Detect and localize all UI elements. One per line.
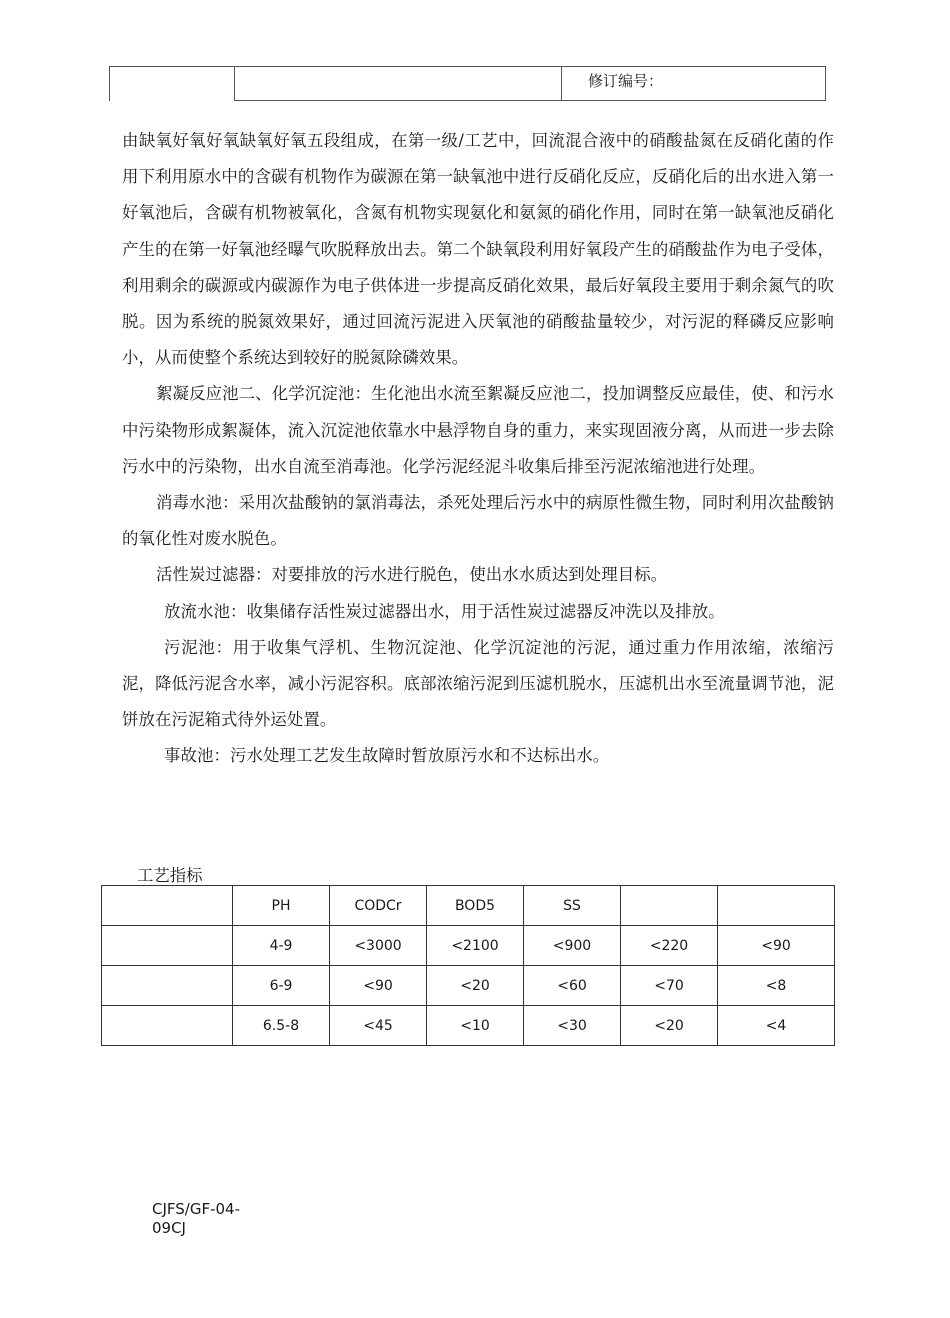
table-cell [102, 926, 233, 966]
paragraph-flocculation: 絮凝反应池二、化学沉淀池：生化池出水流至絮凝反应池二，投加调整反应最佳，使、和污水中污染物形成絮凝体，流入沉淀池依靠水中悬浮物自身的重力，来实现固液分离，从而进一步去除污水中的污染物，出水自流至消毒池。化学污泥经泥斗收集后排至污泥浓缩池进行处理。 [122, 384, 834, 476]
table-row [102, 1006, 835, 1046]
document-code-line-1: CJFS/GF-04- [152, 1200, 241, 1218]
revision-number-label: 修订编号： [562, 67, 826, 101]
document-code-line-2: 09CJ [152, 1219, 186, 1237]
table-header-cell [718, 886, 835, 926]
table-cell: <3000 [330, 926, 427, 966]
paragraph-accident-pool: 事故池：污水处理工艺发生故障时暂放原污水和不达标出水。 [164, 746, 610, 766]
table-cell: <90 [718, 926, 835, 966]
header-cell-empty-1 [110, 67, 235, 101]
table-title: 工艺指标 [137, 866, 203, 885]
table-cell: <30 [524, 1006, 621, 1046]
table-cell: 6-9 [233, 966, 330, 1006]
table-cell: <900 [524, 926, 621, 966]
table-cell: <20 [621, 1006, 718, 1046]
paragraph-discharge-pool: 放流水池：收集储存活性炭过滤器出水，用于活性炭过滤器反冲洗以及排放。 [164, 601, 725, 621]
table-cell [102, 1006, 233, 1046]
table-cell: <8 [718, 966, 835, 1006]
document-code-footer [152, 1200, 272, 1238]
table-cell: 4-9 [233, 926, 330, 966]
table-header-cell: SS [524, 886, 621, 926]
table-cell [102, 966, 233, 1006]
table-row [102, 926, 835, 966]
table-cell: <60 [524, 966, 621, 1006]
table-header-cell [621, 886, 718, 926]
table-cell: <90 [330, 966, 427, 1006]
table-cell: <220 [621, 926, 718, 966]
table-header-row [102, 886, 835, 926]
table-header-cell: BOD5 [427, 886, 524, 926]
table-cell: <70 [621, 966, 718, 1006]
table-header-cell [102, 886, 233, 926]
paragraph-disinfection: 消毒水池：采用次盐酸钠的氯消毒法，杀死处理后污水中的病原性微生物，同时利用次盐酸钠的氧化性对废水脱色。 [122, 493, 834, 549]
table-header-cell: PH [233, 886, 330, 926]
header-cell-empty-2 [235, 67, 562, 101]
paragraph-process-description: 由缺氧好氧好氧缺氧好氧五段组成，在第一级/工艺中，回流混合液中的硝酸盐氮在反硝化菌的作用下利用原水中的含碳有机物作为碳源在第一缺氧池中进行反硝化反应，反硝化后的出水进入第一好氧池后，含碳有机物被氧化，含氮有机物实现氨化和氨氮的硝化作用，同时在第一缺氧池反硝化产生的在第一好氧池经曝气吹脱释放出去。第二个缺氧段利用好氧段产生的硝酸盐作为电子受体，利用剩余的碳源或内碳源作为电子供体进一步提高反硝化效果，最后好氧段主要用于剩余氮气的吹脱。因为系统的脱氮效果好，通过回流污泥进入厌氧池的硝酸盐量较少，对污泥的释磷反应影响小，从而使整个系统达到较好的脱氮除磷效果。 [122, 131, 834, 368]
table-header-cell: CODCr [330, 886, 427, 926]
table-cell: <10 [427, 1006, 524, 1046]
table-cell: <4 [718, 1006, 835, 1046]
paragraph-carbon-filter: 活性炭过滤器：对要排放的污水进行脱色，使出水水质达到处理目标。 [156, 565, 668, 585]
table-cell: <20 [427, 966, 524, 1006]
table-cell: 6.5-8 [233, 1006, 330, 1046]
document-body [122, 123, 834, 775]
revision-header-table [109, 66, 826, 101]
table-cell: <2100 [427, 926, 524, 966]
table-cell: <45 [330, 1006, 427, 1046]
table-row [102, 966, 835, 1006]
paragraph-sludge-pool: 污泥池：用于收集气浮机、生物沉淀池、化学沉淀池的污泥，通过重力作用浓缩，浓缩污泥，降低污泥含水率，减小污泥容积。底部浓缩污泥到压滤机脱水，压滤机出水至流量调节池，泥饼放在污泥箱式待外运处置。 [122, 637, 834, 730]
process-index-table [101, 885, 835, 1046]
